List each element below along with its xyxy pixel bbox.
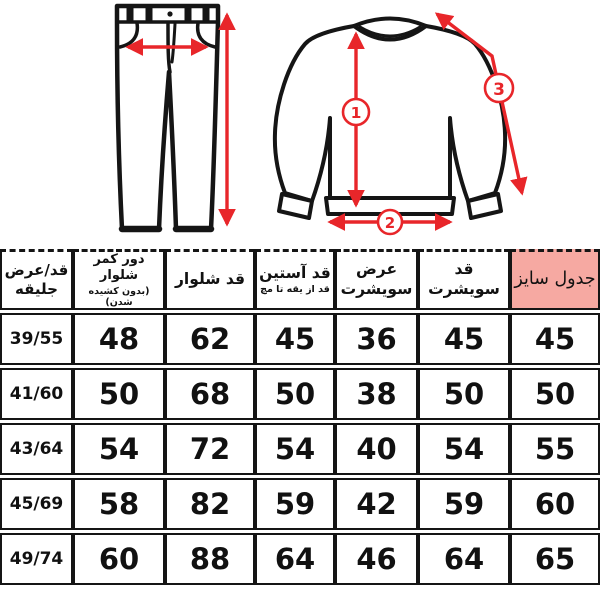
measurement-diagrams: [0, 0, 600, 246]
cell-vest: 45/69: [0, 478, 73, 530]
col-header-sweatshirt-length: قد سویشرت: [418, 249, 510, 310]
cell-sweatshirt-length: 54: [418, 423, 510, 475]
col-header-size: [510, 249, 600, 310]
col-header-sleeve-length: قد آستین قد از یقه تا مچ: [255, 249, 335, 310]
cell-size: 55: [510, 423, 600, 475]
cell-sleeve-length: 64: [255, 533, 335, 585]
cell-sweatshirt-width: 40: [335, 423, 418, 475]
pants-waist-subtitle: (بدون کشیده شدن): [88, 285, 150, 308]
col-header-pants-waist: دور کمر شلوار (بدون کشیده شدن): [73, 249, 165, 310]
size-table: [0, 246, 600, 588]
cell-size: 45: [510, 313, 600, 365]
cell-vest: 43/64: [0, 423, 73, 475]
col-header-sweatshirt-width: عرض سویشرت: [335, 249, 418, 310]
table-row: [0, 423, 600, 475]
table-row: [0, 478, 600, 530]
sleeve-length-subtitle: قد از یقه تا مچ: [260, 284, 330, 296]
cell-size: 65: [510, 533, 600, 585]
sweatshirt-outline-icon: [275, 19, 505, 202]
pants-diagram: [117, 6, 218, 229]
cell-pants-length: 88: [165, 533, 255, 585]
table-row: [0, 313, 600, 365]
header-row: [0, 249, 600, 310]
cell-vest: 49/74: [0, 533, 73, 585]
size-header-label: جدول سایز: [514, 268, 596, 289]
cell-vest: 39/55: [0, 313, 73, 365]
badge-2: [378, 210, 402, 234]
cell-sweatshirt-length: 45: [418, 313, 510, 365]
cell-vest: 41/60: [0, 368, 73, 420]
cell-sleeve-length: 59: [255, 478, 335, 530]
cell-sweatshirt-width: 46: [335, 533, 418, 585]
cell-sweatshirt-width: 36: [335, 313, 418, 365]
cell-pants-waist: 48: [73, 313, 165, 365]
cell-sleeve-length: 54: [255, 423, 335, 475]
cell-sweatshirt-length: 59: [418, 478, 510, 530]
sweatshirt-diagram: [275, 19, 505, 219]
fly-button: [167, 11, 172, 16]
cell-pants-waist: 58: [73, 478, 165, 530]
cell-pants-length: 68: [165, 368, 255, 420]
table-row: [0, 533, 600, 585]
badge-3: [485, 74, 513, 102]
cell-pants-waist: 60: [73, 533, 165, 585]
cell-sleeve-length: 50: [255, 368, 335, 420]
cell-pants-length: 72: [165, 423, 255, 475]
cell-pants-waist: 54: [73, 423, 165, 475]
badge-2-label: 2: [384, 214, 396, 232]
cell-sweatshirt-length: 50: [418, 368, 510, 420]
cell-pants-length: 62: [165, 313, 255, 365]
badge-1: [343, 99, 369, 125]
cell-sweatshirt-width: 42: [335, 478, 418, 530]
cell-sweatshirt-length: 64: [418, 533, 510, 585]
badge-1-label: 1: [350, 104, 362, 122]
col-header-pants-length: قد شلوار: [165, 249, 255, 310]
badge-3-label: 3: [493, 80, 505, 100]
cell-sleeve-length: 45: [255, 313, 335, 365]
cell-sweatshirt-width: 38: [335, 368, 418, 420]
cell-size: 60: [510, 478, 600, 530]
col-header-vest: قد/عرض جلیقه: [0, 249, 73, 310]
cell-size: 50: [510, 368, 600, 420]
cell-pants-waist: 50: [73, 368, 165, 420]
cell-pants-length: 82: [165, 478, 255, 530]
table-row: [0, 368, 600, 420]
